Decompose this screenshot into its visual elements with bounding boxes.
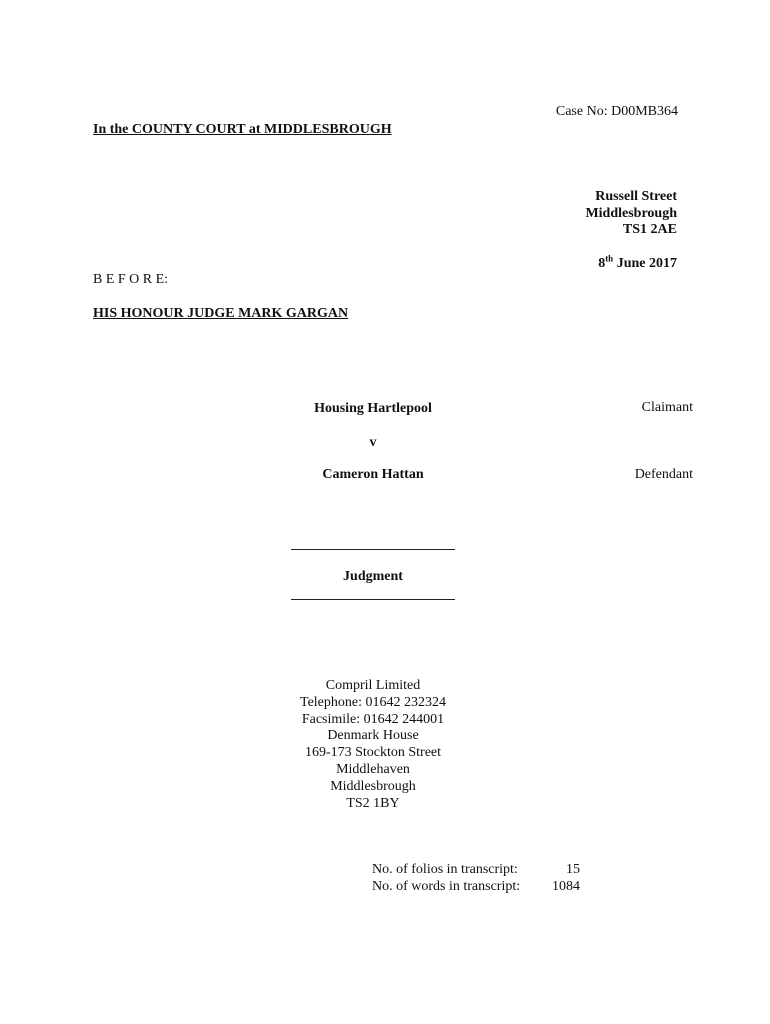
transcriber-telephone: Telephone: 01642 232324 bbox=[300, 694, 446, 710]
transcriber-company: Compril Limited bbox=[325, 678, 421, 693]
folios-label: No. of folios in transcript: bbox=[372, 862, 518, 877]
date-rest: June 2017 bbox=[613, 256, 677, 271]
transcriber-area: Middlehaven bbox=[336, 761, 410, 777]
hearing-date bbox=[598, 253, 677, 272]
date-suffix: th bbox=[605, 253, 614, 264]
transcriber-building: Denmark House bbox=[327, 728, 419, 744]
transcriber-facsimile: Facsimile: 01642 244001 bbox=[301, 711, 445, 727]
top-rule bbox=[291, 549, 455, 550]
address-line-2: Middlesbrough bbox=[585, 205, 677, 221]
claimant-name: Housing Hartlepool bbox=[314, 401, 432, 416]
address-line-1: Russell Street bbox=[595, 189, 677, 204]
defendant-role: Defendant bbox=[634, 467, 693, 482]
bottom-rule bbox=[291, 599, 455, 600]
court-address bbox=[585, 189, 677, 239]
words-label: No. of words in transcript: bbox=[372, 879, 521, 894]
address-line-3: TS1 2AE bbox=[622, 222, 677, 237]
before-label: B E F O R E: bbox=[93, 272, 169, 287]
versus-label: v bbox=[369, 435, 377, 450]
transcriber-block bbox=[273, 678, 473, 812]
case-number: Case No: D00MB364 bbox=[555, 104, 678, 119]
court-name: In the COUNTY COURT at MIDDLESBROUGH bbox=[93, 122, 392, 137]
transcriber-street: 169-173 Stockton Street bbox=[304, 745, 442, 761]
transcriber-postcode: TS2 1BY bbox=[346, 795, 400, 811]
defendant-name: Cameron Hattan bbox=[322, 467, 424, 482]
document-title: Judgment bbox=[343, 569, 403, 584]
claimant-role: Claimant bbox=[641, 400, 693, 415]
folios-value: 15 bbox=[566, 862, 580, 877]
transcriber-town: Middlesbrough bbox=[330, 778, 416, 794]
judge-name: HIS HONOUR JUDGE MARK GARGAN bbox=[93, 306, 349, 321]
words-value: 1084 bbox=[552, 879, 580, 894]
date-day: 8 bbox=[598, 256, 606, 271]
